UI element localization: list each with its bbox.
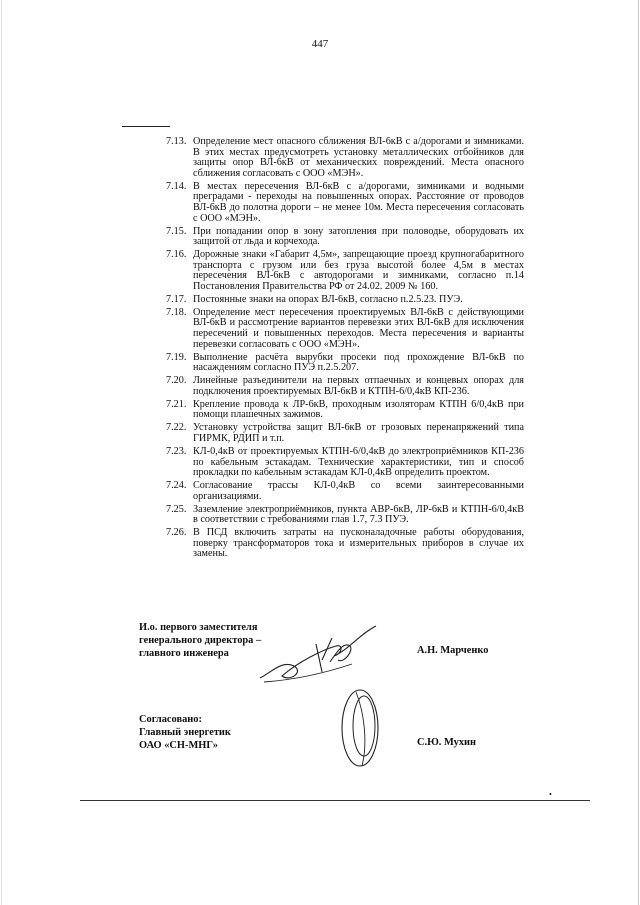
approver-title-line: генерального директора – [139, 635, 262, 646]
list-item [166, 227, 524, 248]
item-number: 7.18. [166, 306, 187, 318]
agreed-signature-image [334, 682, 394, 772]
approver-signature-image [252, 620, 392, 690]
list-item [166, 505, 524, 526]
item-number: 7.15. [166, 225, 187, 237]
item-number: 7.22. [166, 422, 187, 434]
list-item [166, 528, 524, 560]
item-number: 7.13. [166, 136, 187, 147]
agreed-title-line: Главный энергетик [139, 727, 231, 738]
agreed-title-line: Согласовано: [139, 714, 202, 725]
list-item [166, 295, 524, 306]
item-number: 7.14. [166, 180, 187, 192]
bottom-rule [80, 800, 590, 801]
agreed-name: С.Ю. Мухин [417, 737, 477, 748]
item-number: 7.21. [166, 398, 187, 410]
item-text: В ПСД включить затраты на пусконаладочные работы оборудования, поверку трансформаторов тока и измерительных приборов в случае их замены. [193, 527, 524, 560]
agreed-title-line: ОАО «СН-МНГ» [139, 740, 218, 751]
scan-edge-right [638, 0, 639, 905]
item-text: При попадании опор в зону затопления при половодье, оборудовать их защитой от льда и корчехода. [193, 225, 524, 248]
page-number: 447 [311, 38, 329, 50]
item-text: Определение мест пересечения проектируемых ВЛ-6кВ с действующими ВЛ-6кВ и рассмотрение вариантов перевезки этих ВЛ-6кВ для исключения пересечений и повышенных переходов. Места пересечения и варианты перевезки согласовать с ООО «МЭН». [193, 306, 524, 350]
item-number: 7.24. [166, 480, 187, 492]
item-number: 7.26. [166, 527, 187, 539]
approver-name: А.Н. Марченко [417, 645, 489, 656]
list-item [166, 447, 524, 479]
item-number: 7.20. [166, 375, 187, 387]
list-item [166, 182, 524, 224]
item-text: Заземление электроприёмников, пункта АВР-6кВ, ЛР-6кВ и КТПН-6/0,4кВ в соответствии с требованиями глав 1.7, 7.3 ПУЭ. [193, 503, 524, 526]
item-number: 7.25. [166, 503, 187, 515]
approver-title-line: И.о. первого заместителя [139, 622, 258, 633]
footnote-rule [122, 126, 170, 127]
list-item [166, 400, 524, 421]
item-text: Согласование трассы КЛ-0,4кВ со всеми заинтересованными организациями. [193, 480, 524, 502]
item-text: Крепление провода к ЛР-6кВ, проходным изоляторам КТПН 6/0,4кВ при помощи плашечных зажимов. [193, 398, 524, 421]
list-item [166, 481, 524, 502]
item-text: Дорожные знаки «Габарит 4,5м», запрещающие проезд крупногабаритного транспорта с грузом или без груза высотой более 4,5м в местах пересечения ВЛ-6кВ с автодорогами и зимниками, согласно п.14 Постановления Правительства РФ от 24.02. 2009 № 160. [193, 249, 524, 292]
scan-speck: • [549, 790, 552, 799]
agreed-title [139, 713, 299, 752]
item-text: КЛ-0,4кВ от проектируемых КТПН-6/0,4кВ до электроприёмников КП-236 по кабельным эстакадам. Технические характеристики, тип и способ прокладки по кабельным эстакадам КЛ-0,4кВ определить проектом. [193, 445, 524, 479]
list-item [166, 353, 524, 374]
list-item [166, 376, 524, 397]
list-item [166, 308, 524, 350]
requirements-list [166, 137, 524, 562]
item-text: В местах пересечения ВЛ-6кВ с а/дорогами, зимниками и водными преградами - переходы на повышенных опорах. Расстояние от проводов ВЛ-6кВ до полотна дороги – не менее 10м. Места пересечения согласовать с ООО «МЭН». [193, 180, 524, 224]
item-number: 7.23. [166, 445, 187, 457]
list-item [166, 423, 524, 444]
item-text: Постоянные знаки на опорах ВЛ-6кВ, согласно п.2.5.23. ПУЭ. [193, 293, 463, 305]
item-text: Определение мест опасного сближения ВЛ-6кВ с а/дорогами и зимниками. В этих местах предусмотреть установку металлических отбойников для защиты опор ВЛ-6кВ от механических повреждений. Места опасного сближения согласовать с ООО «МЭН». [193, 136, 524, 179]
item-text: Выполнение расчёта вырубки просеки под прохождение ВЛ-6кВ по насаждениям согласно ПУЭ п.2.5.207. [193, 351, 524, 374]
scan-edge-left [1, 0, 2, 905]
item-number: 7.17. [166, 293, 187, 305]
item-number: 7.16. [166, 249, 187, 261]
approver-title-line: главного инженера [139, 648, 229, 659]
item-text: Линейные разъединители на первых отпаечных и концевых опорах для подключения проектируемых ВЛ-6кВ и КТПН-6/0,4кВ КП-236. [193, 375, 524, 397]
list-item [166, 137, 524, 179]
item-text: Установку устройства защит ВЛ-6кВ от грозовых перенапряжений типа ГИРМК, РДИП и т.п. [193, 422, 524, 444]
item-number: 7.19. [166, 351, 187, 363]
list-item [166, 250, 524, 292]
